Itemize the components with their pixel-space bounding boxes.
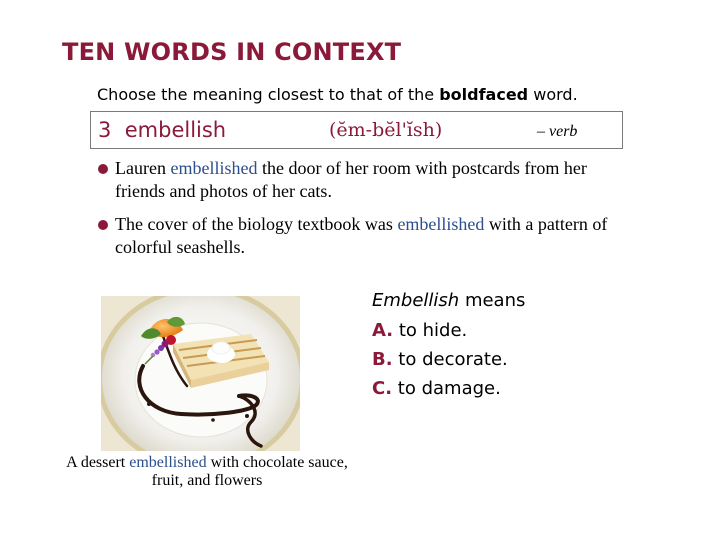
- word-number: 3: [98, 118, 112, 142]
- question-text: means: [464, 290, 526, 311]
- caption-before: A dessert: [66, 454, 126, 471]
- instructions: [97, 85, 578, 104]
- example-1-highlight: embellished: [170, 158, 258, 178]
- part-of-speech: – verb: [537, 123, 578, 140]
- page-title: TEN WORDS IN CONTEXT: [62, 38, 402, 66]
- answer-option-c[interactable]: [372, 378, 501, 399]
- option-b-letter: B.: [372, 349, 393, 370]
- instructions-prefix: Choose the meaning closest to that of the: [97, 85, 435, 104]
- bullet-icon: [98, 164, 108, 174]
- caption-highlight: embellished: [129, 454, 207, 471]
- caption-after: with chocolate sauce, fruit, and flowers: [151, 454, 348, 489]
- example-sentence-1: [98, 157, 638, 203]
- instructions-bold: boldfaced: [439, 85, 529, 104]
- option-a-letter: A.: [372, 320, 394, 341]
- question-prompt: [372, 290, 525, 311]
- word-entry-box: [90, 111, 623, 149]
- option-c-text: to damage.: [397, 378, 501, 399]
- dessert-photo: [101, 296, 300, 451]
- option-b-text: to decorate.: [398, 349, 508, 370]
- vocab-word: [98, 118, 226, 142]
- pronunciation: (ĕm-bĕl'ĭsh): [329, 119, 443, 141]
- bullet-icon: [98, 220, 108, 230]
- instructions-suffix: word.: [533, 85, 578, 104]
- example-1-after: the door of her room with postcards from her friends and photos of her cats.: [115, 158, 587, 201]
- example-2-highlight: embellished: [397, 214, 485, 234]
- option-a-text: to hide.: [398, 320, 468, 341]
- question-word: Embellish: [372, 290, 460, 311]
- example-sentence-2: [98, 213, 638, 259]
- example-2-before: The cover of the biology textbook was: [115, 214, 393, 234]
- answer-option-a[interactable]: [372, 320, 467, 341]
- example-2-after: with a pattern of colorful seashells.: [115, 214, 608, 257]
- word-text: embellish: [124, 118, 227, 142]
- option-c-letter: C.: [372, 378, 393, 399]
- example-1-before: Lauren: [115, 158, 166, 178]
- answer-option-b[interactable]: [372, 349, 508, 370]
- dessert-plate-illustration: [101, 296, 300, 451]
- photo-caption: [62, 454, 352, 490]
